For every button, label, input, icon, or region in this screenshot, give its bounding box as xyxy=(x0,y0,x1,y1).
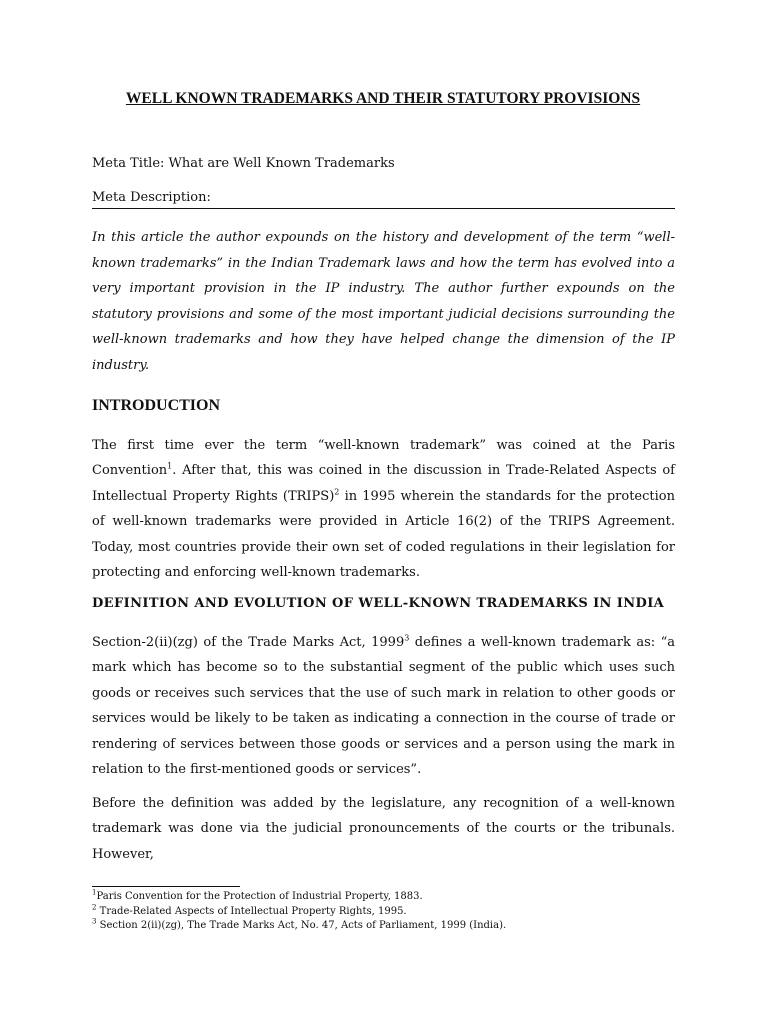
footnote-ref-2[interactable]: 2 xyxy=(334,487,340,497)
meta-description-label: Meta Description: xyxy=(92,190,211,205)
document-title: WELL KNOWN TRADEMARKS AND THEIR STATUTORY PROVISIONS xyxy=(125,90,641,107)
meta-divider xyxy=(92,208,675,209)
footnote-text: Section 2(ii)(zg), The Trade Marks Act, No. 47, Acts of Parliament, 1999 (India). xyxy=(96,920,507,931)
recognition-paragraph: Before the definition was added by the legislature, any recognition of a well-known trademark was done via the judicial pronouncements of the courts or the tribunals. However, xyxy=(92,796,675,862)
intro-text-1: The first time ever the term “well-known trademark” was coined at the Paris Convention xyxy=(92,438,675,479)
footnote-text: Paris Convention for the Protection of Industrial Property, 1883. xyxy=(96,891,423,902)
introduction-paragraph xyxy=(92,433,675,585)
footnote-number: 3 xyxy=(92,917,97,926)
footnote-3 xyxy=(92,919,675,934)
footnote-number: 2 xyxy=(92,903,97,912)
footnote-text: Trade-Related Aspects of Intellectual Property Rights, 1995. xyxy=(96,905,407,917)
footnote-number: 1 xyxy=(92,888,97,897)
footnote-1 xyxy=(92,890,675,905)
footnote-ref-3[interactable]: 3 xyxy=(404,633,410,643)
introduction-heading: INTRODUCTION xyxy=(92,397,221,414)
definition-heading: DEFINITION AND EVOLUTION OF WELL-KNOWN TRADEMARKS IN INDIA xyxy=(92,596,665,611)
meta-title: Meta Title: What are Well Known Trademarks xyxy=(92,156,395,171)
definition-paragraph xyxy=(92,630,675,782)
footnote-ref-1[interactable]: 1 xyxy=(167,462,173,472)
footnote-separator xyxy=(92,886,240,887)
intro-text-3: in 1995 wherein the standards for the protection of well-known trademarks were provided in Article 16(2) of the TRIPS Agreement. Today, most countries provide their own set of coded regulations in their legislation for protecting and enforcing well-known trademarks. xyxy=(92,488,675,581)
footnotes xyxy=(92,890,675,934)
footnote-2 xyxy=(92,905,675,920)
definition-text-2: defines a well-known trademark as: “a mark which has become so to the substantial segment of the public which uses such goods or receives such services that the use of such mark in relation to other goods or services would be likely to be taken as indicating a connection in the course of trade or rendering of services between those goods or services and a person using the mark in relation to the first-mentioned goods or services”. xyxy=(92,635,675,778)
abstract-paragraph: In this article the author expounds on the history and development of the term “well-known trademarks” in the Indian Trademark laws and how the term has evolved into a very important provision in the IP industry. The author further expounds on the statutory provisions and some of the most important judicial decisions surrounding the well-known trademarks and how they have helped change the dimension of the IP industry. xyxy=(92,230,675,373)
definition-text-1: Section-2(ii)(zg) of the Trade Marks Act, 1999 xyxy=(92,635,405,650)
intro-text-2: . After that, this was coined in the discussion in Trade-Related Aspects of Intellectual Property Rights (TRIPS) xyxy=(92,463,675,504)
